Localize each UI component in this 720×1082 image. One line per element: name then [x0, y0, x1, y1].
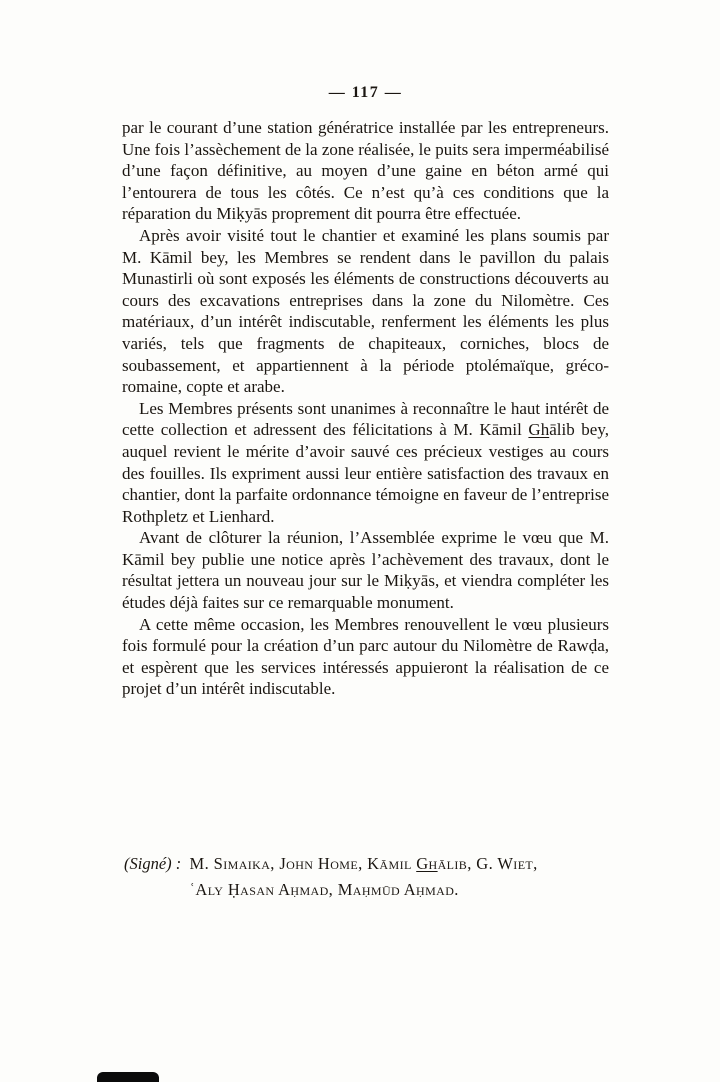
body-text: [122, 117, 609, 700]
underlined-text-run: Gh: [528, 420, 550, 440]
text-run: M. Simaika, John Home, Kāmil: [189, 854, 417, 873]
text-run: ālib bey, auquel revient le mérite d’avoir sauvé ces précieux vestiges au cours des fouilles. Ils expriment aussi leur entière satisfaction des travaux en chantier, dont la parfaite ordonnance témoigne en faveur de l’entreprise Rothpletz et Lienhard.: [122, 420, 609, 526]
signature-names-line: [190, 851, 538, 877]
signature-names: [190, 851, 538, 903]
text-run: Après avoir visité tout le chantier et examiné les plans soumis par M. Kāmil bey, les Membres se rendent dans le pavillon du palais Munastirli où sont exposés les éléments de constructions découverts au cours des excavations entreprises dans la zone du Nilomètre. Ces matériaux, d’un intérêt indiscutable, renferment les éléments les plus variés, tels que fragments de chapiteaux, corniches, blocs de soubassement, et appartiennent à la période ptolémaïque, gréco-romaine, copte et arabe.: [122, 225, 609, 397]
underlined-text-run: Gh: [416, 854, 438, 873]
paragraph: [122, 398, 609, 528]
signature-names-line: [190, 877, 538, 903]
text-run: A cette même occasion, les Membres renouvellent le vœu plusieurs fois formulé pour la création d’un parc autour du Nilomètre de Rawḍa, et espèrent que les services intéressés appuieront la réalisation de ce projet d’un intérêt indiscutable.: [122, 614, 609, 699]
text-run: par le courant d’une station génératrice installée par les entrepreneurs. Une fois l’assèchement de la zone réalisée, le puits sera imperméabilisé d’une façon définitive, au moyen d’une gaine en béton armé qui l’entourera de tous les côtés. Ce n’est qu’à ces conditions que la réparation du Miḳyās proprement dit pourra être effectuée.: [122, 118, 609, 224]
text-run: Les Membres présents sont unanimes à reconnaître le haut intérêt de cette collection et adressent des félicitations à M. Kāmil: [122, 398, 609, 440]
page-number: — 117 —: [328, 84, 403, 101]
text-run: Avant de clôturer la réunion, l’Assemblée exprime le vœu que M. Kāmil bey publie une notice après l’achèvement des travaux, dont le résultat jettera un nouveau jour sur le Miḳyās, et viendra compléter les études déjà faites sur ce remarquable monument.: [122, 528, 609, 613]
paragraph: [122, 225, 609, 398]
text-run: ālib, G. Wiet,: [437, 854, 538, 873]
paragraph: [122, 527, 609, 613]
paragraph: [122, 614, 609, 700]
scan-artifact: [97, 1072, 159, 1082]
signature-block: [124, 851, 616, 903]
text-run: ʿAly Ḥasan Aḥmad, Maḥmūd Aḥmad.: [189, 880, 459, 899]
signature-prefix: (Signé) :: [124, 854, 190, 873]
paragraph: [122, 117, 609, 225]
